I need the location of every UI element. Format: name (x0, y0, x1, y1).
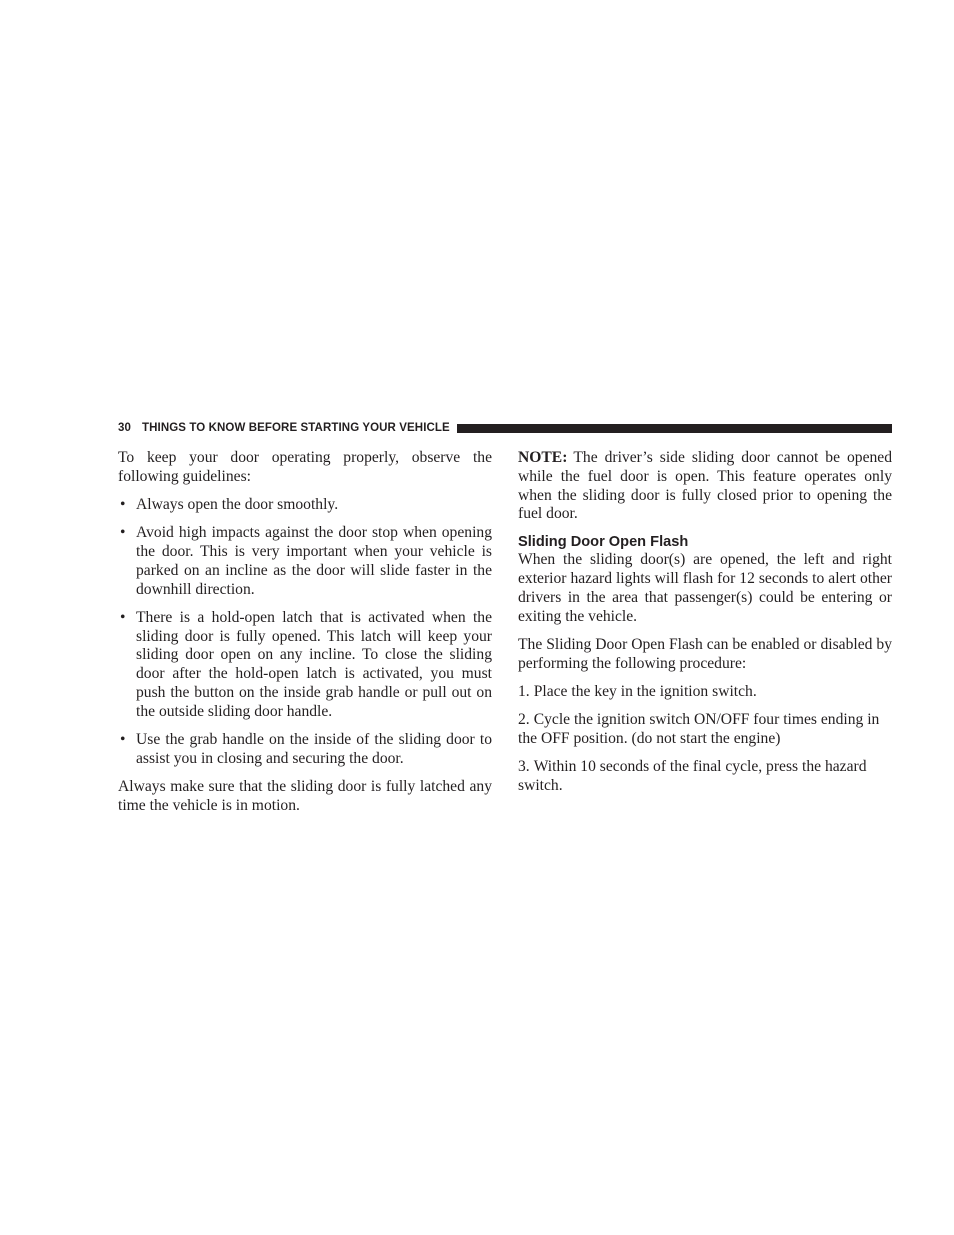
list-item-text: There is a hold-open latch that is activated when the sliding door is fully opened. This latch will keep your sliding door open on any incline. To close the sliding door after the hold-open latch is activated, you must push the button on the inside grab handle or pull out on the outside sliding door handle. (136, 608, 492, 720)
guidelines-list (118, 496, 492, 769)
step-text: Within 10 seconds of the final cycle, press the hazard switch. (518, 758, 867, 794)
closing-paragraph: Always make sure that the sliding door is fully latched any time the vehicle is in motion. (118, 777, 492, 814)
page-header (118, 419, 892, 437)
procedure-intro: The Sliding Door Open Flash can be enabled or disabled by performing the following procedure: (518, 635, 892, 672)
list-item-text: Always open the door smoothly. (136, 495, 339, 513)
list-item (118, 609, 492, 722)
header-rule (457, 424, 892, 433)
step-text: Place the key in the ignition switch. (533, 682, 757, 700)
list-item (118, 731, 492, 769)
page-number: 30 (118, 422, 131, 434)
flash-description: When the sliding door(s) are opened, the left and right exterior hazard lights will flash for 12 seconds to alert other drivers in the area that passenger(s) could be entering or exiting the vehicle. (518, 551, 892, 625)
list-item (118, 496, 492, 515)
step-text: Cycle the ignition switch ON/OFF four times ending in the OFF position. (do not start the engine) (518, 711, 880, 747)
procedure-step (518, 758, 892, 796)
note-label: NOTE: (518, 449, 568, 466)
step-number: 1. (518, 682, 530, 700)
section-heading: Sliding Door Open Flash (518, 533, 689, 550)
intro-paragraph: To keep your door operating properly, observe the following guidelines: (118, 449, 492, 485)
procedure-step (518, 683, 892, 702)
note-paragraph (518, 449, 892, 524)
bullet-icon: • (120, 608, 126, 626)
procedure-step (518, 711, 892, 749)
left-column (118, 449, 492, 825)
step-number: 3. (518, 758, 530, 776)
list-item (118, 524, 492, 599)
step-number: 2. (518, 711, 530, 729)
bullet-icon: • (120, 495, 126, 513)
list-item-text: Avoid high impacts against the door stop when opening the door. This is very important when your vehicle is parked on an incline as the door will slide faster in the downhill direction. (136, 524, 492, 598)
list-item-text: Use the grab handle on the inside of the sliding door to assist you in closing and securing the door. (136, 730, 492, 767)
right-column (518, 449, 892, 805)
bullet-icon: • (120, 524, 126, 542)
note-text: The driver’s side sliding door cannot be opened while the fuel door is open. This feature operates only when the sliding door is fully closed prior to opening the fuel door. (518, 449, 892, 523)
section-title: THINGS TO KNOW BEFORE STARTING YOUR VEHICLE (142, 422, 450, 434)
bullet-icon: • (120, 730, 126, 748)
